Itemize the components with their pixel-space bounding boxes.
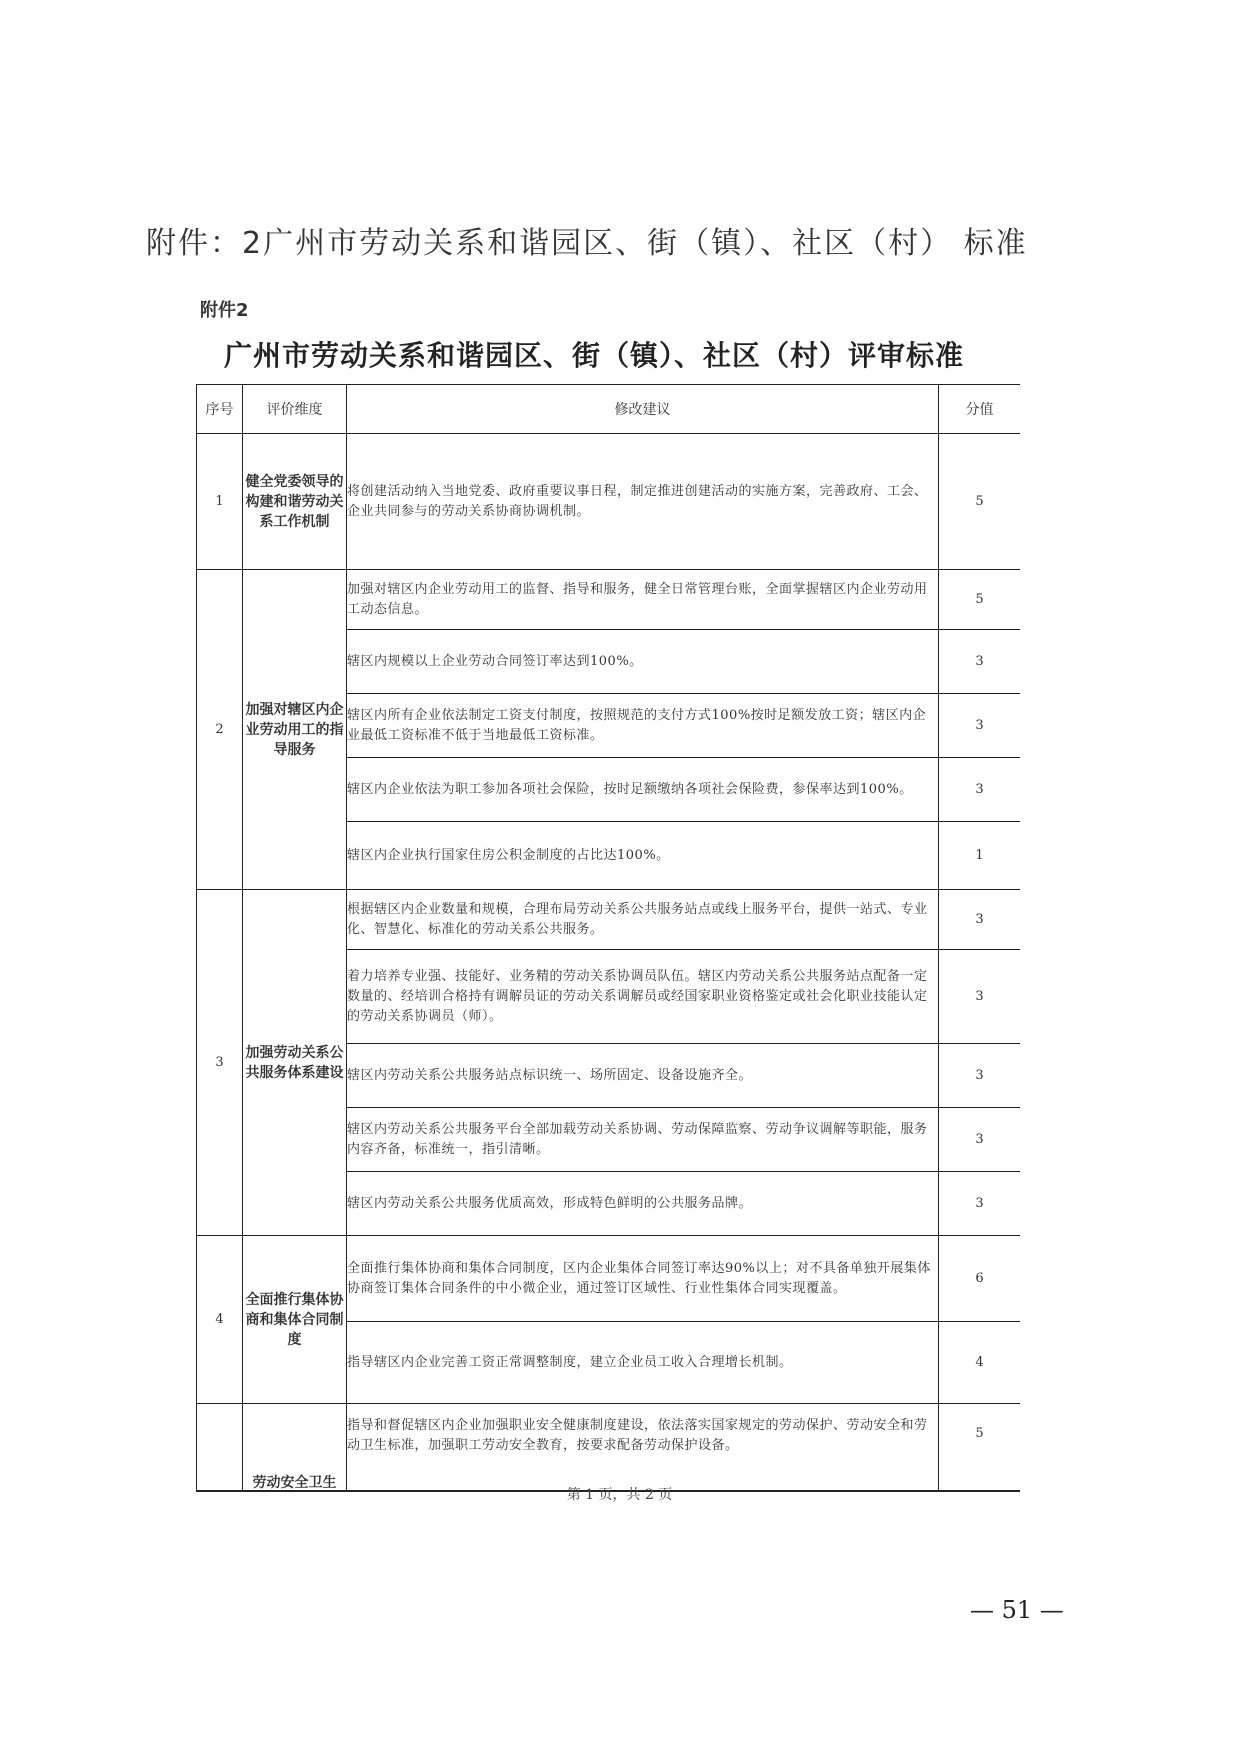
document-title: 附件：2广州市劳动关系和谐园区、街（镇）、社区（村） 标准	[146, 226, 1028, 261]
dimension-cell: 全面推行集体协商和集体合同制度	[243, 1236, 347, 1404]
suggestion-cell: 全面推行集体协商和集体合同制度，区内企业集体合同签订率达90%以上；对不具备单独开展集体协商签订集体合同条件的中小微企业，通过签订区域性、行业性集体合同实现覆盖。	[347, 1236, 939, 1322]
standards-table-container	[196, 384, 1020, 1492]
score-cell: 1	[939, 822, 1021, 890]
header-suggestion: 修改建议	[347, 385, 939, 434]
table-row	[197, 890, 1021, 950]
score-cell: 5	[939, 434, 1021, 570]
page-number: — 51 —	[970, 1596, 1064, 1624]
suggestion-cell: 加强对辖区内企业劳动用工的监督、指导和服务，健全日常管理台账，全面掌握辖区内企业劳动用工动态信息。	[347, 570, 939, 630]
score-cell: 3	[939, 890, 1021, 950]
score-cell: 3	[939, 1108, 1021, 1172]
suggestion-cell: 辖区内企业依法为职工参加各项社会保险，按时足额缴纳各项社会保险费，参保率达到100%。	[347, 758, 939, 822]
standards-table	[196, 384, 1020, 1492]
page-footer: 第 1 页，共 2 页	[566, 1487, 673, 1503]
table-row	[197, 1404, 1021, 1493]
suggestion-cell: 辖区内所有企业依法制定工资支付制度，按照规范的支付方式100%按时足额发放工资；辖区内企业最低工资标准不低于当地最低工资标准。	[347, 694, 939, 758]
attachment-label: 附件2	[200, 300, 249, 321]
score-cell: 3	[939, 950, 1021, 1044]
score-cell: 3	[939, 694, 1021, 758]
score-cell: 3	[939, 1044, 1021, 1108]
dimension-cell: 加强对辖区内企业劳动用工的指导服务	[243, 570, 347, 890]
dimension-cell: 劳动安全卫生	[243, 1404, 347, 1493]
suggestion-cell: 辖区内劳动关系公共服务平台全部加载劳动关系协调、劳动保障监察、劳动争议调解等职能，服务内容齐备，标准统一，指引清晰。	[347, 1108, 939, 1172]
dimension-cell: 健全党委领导的构建和谐劳动关系工作机制	[243, 434, 347, 570]
score-cell: 4	[939, 1322, 1021, 1404]
suggestion-cell: 根据辖区内企业数量和规模，合理布局劳动关系公共服务站点或线上服务平台，提供一站式、专业化、智慧化、标准化的劳动关系公共服务。	[347, 890, 939, 950]
seq-cell: 3	[197, 890, 243, 1236]
header-seq: 序号	[197, 385, 243, 434]
suggestion-cell: 指导辖区内企业完善工资正常调整制度，建立企业员工收入合理增长机制。	[347, 1322, 939, 1404]
suggestion-cell: 指导和督促辖区内企业加强职业安全健康制度建设，依法落实国家规定的劳动保护、劳动安全和劳动卫生标准，加强职工劳动安全教育，按要求配备劳动保护设备。	[347, 1404, 939, 1493]
table-header-row	[197, 385, 1021, 434]
score-cell: 6	[939, 1236, 1021, 1322]
dimension-cell: 加强劳动关系公共服务体系建设	[243, 890, 347, 1236]
suggestion-cell: 着力培养专业强、技能好、业务精的劳动关系协调员队伍。辖区内劳动关系公共服务站点配备一定数量的、经培训合格持有调解员证的劳动关系调解员或经国家职业资格鉴定或社会化职业技能认定的劳动关系协调员（师）。	[347, 950, 939, 1044]
seq-cell: 2	[197, 570, 243, 890]
suggestion-cell: 辖区内劳动关系公共服务站点标识统一、场所固定、设备设施齐全。	[347, 1044, 939, 1108]
score-cell: 3	[939, 758, 1021, 822]
header-score: 分值	[939, 385, 1021, 434]
seq-cell	[197, 1404, 243, 1493]
table-row	[197, 434, 1021, 570]
score-cell: 5	[939, 570, 1021, 630]
table-row	[197, 570, 1021, 630]
score-cell: 5	[939, 1404, 1021, 1493]
seq-cell: 4	[197, 1236, 243, 1404]
score-cell: 3	[939, 1172, 1021, 1236]
header-dimension: 评价维度	[243, 385, 347, 434]
suggestion-cell: 辖区内企业执行国家住房公积金制度的占比达100%。	[347, 822, 939, 890]
suggestion-cell: 将创建活动纳入当地党委、政府重要议事日程，制定推进创建活动的实施方案，完善政府、工会、企业共同参与的劳动关系协商协调机制。	[347, 434, 939, 570]
suggestion-cell: 辖区内劳动关系公共服务优质高效，形成特色鲜明的公共服务品牌。	[347, 1172, 939, 1236]
score-cell: 3	[939, 630, 1021, 694]
seq-cell: 1	[197, 434, 243, 570]
table-title: 广州市劳动关系和谐园区、街（镇）、社区（村）评审标准	[224, 339, 965, 372]
suggestion-cell: 辖区内规模以上企业劳动合同签订率达到100%。	[347, 630, 939, 694]
table-row	[197, 1236, 1021, 1322]
